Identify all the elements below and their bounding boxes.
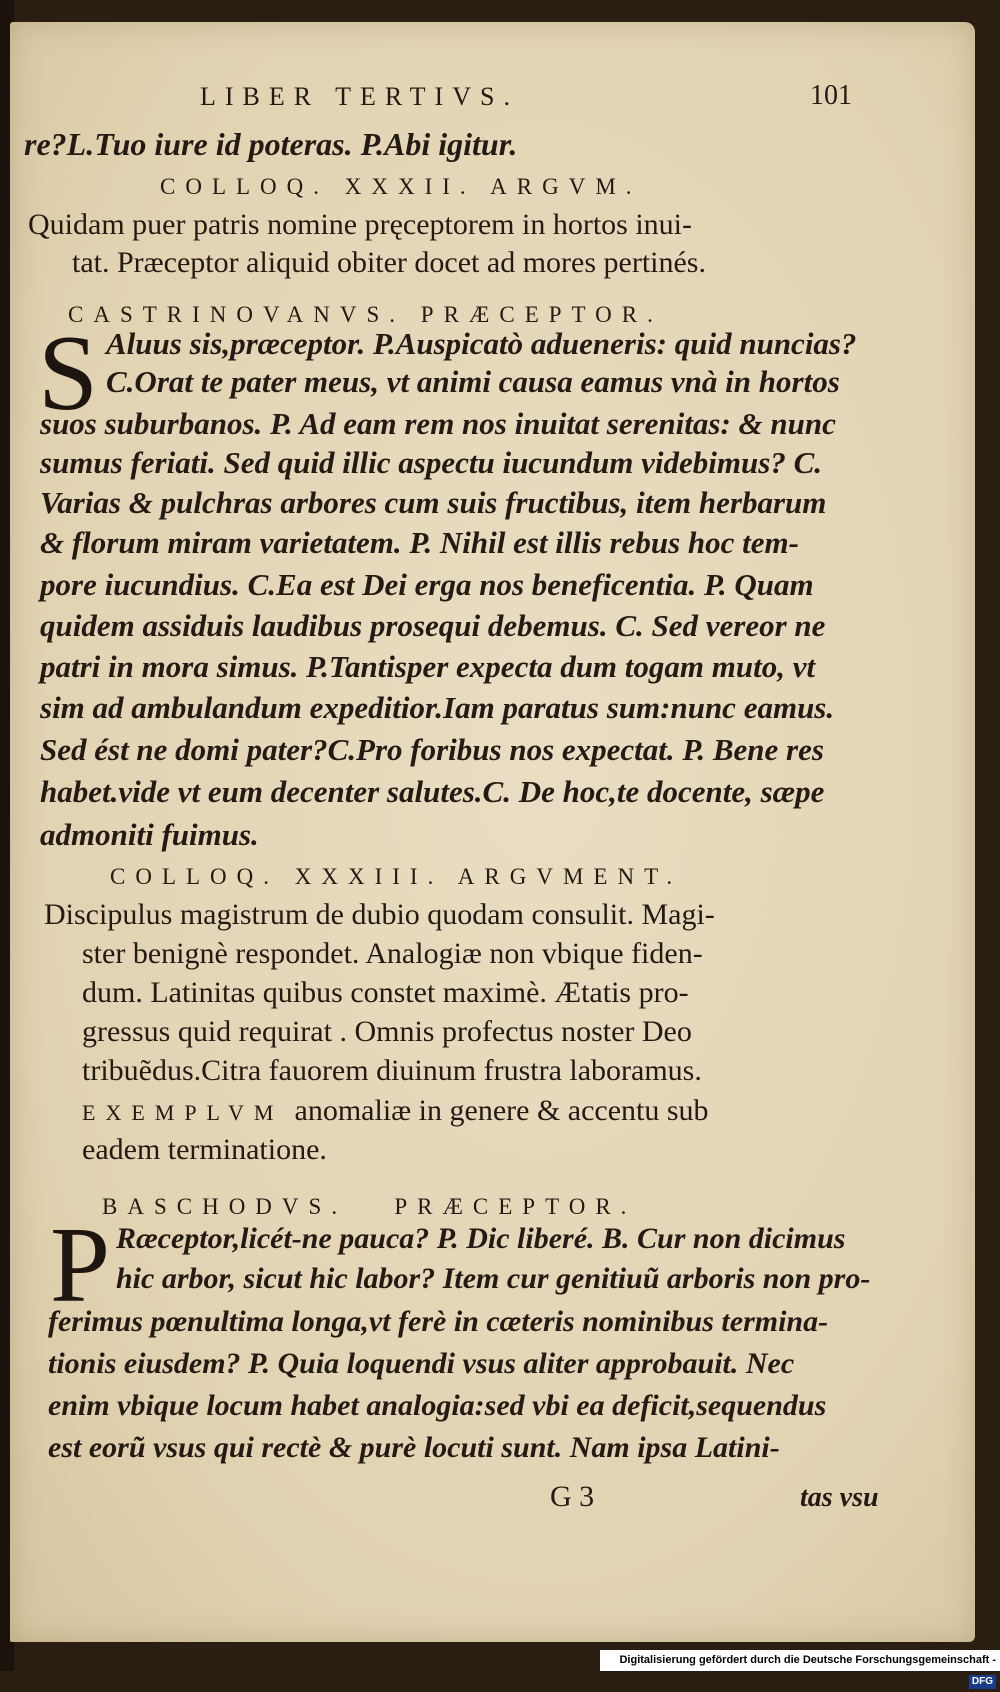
dialogue-line: & florum miram varietatem. P. Nihil est illis rebus hoc tem- — [40, 525, 799, 560]
argument-line: Quidam puer patris nomine pręceptorem in hortos inui- — [28, 208, 692, 241]
dialogue-line: habet.vide vt eum decenter salutes.C. De hoc,te docente, sæpe — [40, 774, 825, 809]
dialogue-line: est eorũ vsus qui rectè & purè locuti sunt. Nam ipsa Latini- — [48, 1431, 780, 1464]
speakers-heading: CASTRINOVANVS. PRÆCEPTOR. — [68, 302, 663, 327]
dialogue-line: hic arbor, sicut hic labor? Item cur genitiuũ arboris non pro- — [116, 1262, 871, 1295]
dialogue-line: Sed ést ne domi pater?C.Pro foribus nos expectat. P. Bene res — [40, 732, 824, 767]
running-title: LIBER TERTIVS. — [200, 82, 519, 111]
drop-capital: P — [50, 1206, 111, 1325]
dialogue-line: tionis eiusdem? P. Quia loquendi vsus aliter approbauit. Nec — [48, 1347, 795, 1380]
book-page — [10, 22, 975, 1642]
page-number: 101 — [810, 80, 852, 111]
dialogue-line: suos suburbanos. P. Ad eam rem nos inuitat serenitas: & nunc — [40, 406, 836, 441]
argument-line: tribuẽdus.Citra fauorem diuinum frustra laboramus. — [82, 1054, 702, 1087]
drop-capital: S — [38, 314, 99, 433]
argument-line: Discipulus magistrum de dubio quodam consulit. Magi- — [44, 898, 715, 931]
dialogue-line: patri in mora simus. P.Tantisper expecta dum togam muto, vt — [40, 649, 816, 684]
dialogue-line: pore iucundius. C.Ea est Dei erga nos beneficentia. P. Quam — [40, 567, 814, 602]
dialogue-line: admoniti fuimus. — [40, 817, 259, 852]
dfg-logo: DFG — [969, 1675, 996, 1689]
example-label: EXEMPLVM — [82, 1100, 284, 1125]
argument-line — [82, 1094, 709, 1128]
speakers-heading: BASCHODVS. PRÆCEPTOR. — [102, 1194, 637, 1219]
argument-line: eadem terminatione. — [82, 1133, 327, 1166]
dialogue-line: C.Orat te pater meus, vt animi causa eamus vnà in hortos — [106, 364, 840, 399]
dialogue-line: Ræceptor,licét-ne pauca? P. Dic liberé. B. Cur non dicimus — [116, 1222, 846, 1255]
colloquy-heading: COLLOQ. XXXII. ARGVM. — [160, 174, 642, 199]
catchword: tas vsu — [800, 1482, 879, 1513]
digitization-credit — [600, 1650, 1000, 1687]
colloquy-heading: COLLOQ. XXXIII. ARGVMENT. — [110, 864, 683, 889]
credit-text: Digitalisierung gefördert durch die Deutsche Forschungsgemeinschaft - — [619, 1654, 996, 1666]
argument-line: ster benignè respondet. Analogiæ non vbique fiden- — [82, 937, 703, 970]
dialogue-line: Varias & pulchras arbores cum suis fructibus, item herbarum — [40, 485, 827, 520]
dialogue-line: quidem assiduis laudibus prosequi debemus. C. Sed vereor ne — [40, 608, 826, 643]
text-line: re?L.Tuo iure id poteras. P.Abi igitur. — [24, 126, 518, 162]
argument-line: dum. Latinitas quibus constet maximè. Ætatis pro- — [82, 976, 689, 1009]
dialogue-line: sumus feriati. Sed quid illic aspectu iucundum videbimus? C. — [40, 445, 822, 480]
dialogue-line: enim vbique locum habet analogia:sed vbi ea deficit,sequendus — [48, 1389, 827, 1422]
argument-line: gressus quid requirat . Omnis profectus noster Deo — [82, 1015, 692, 1048]
argument-line: tat. Præceptor aliquid obiter docet ad mores pertinés. — [72, 246, 706, 279]
dialogue-line: ferimus pœnultima longa,vt ferè in cæteris nominibus termina- — [48, 1305, 829, 1338]
dialogue-line: Aluus sis,præceptor. P.Auspicatò adueneris: quid nuncias? — [106, 326, 857, 361]
dialogue-line: sim ad ambulandum expeditior.Iam paratus sum:nunc eamus. — [40, 690, 835, 725]
signature-mark: G 3 — [550, 1480, 595, 1513]
argument-text: anomaliæ in genere & accentu sub — [294, 1094, 709, 1127]
